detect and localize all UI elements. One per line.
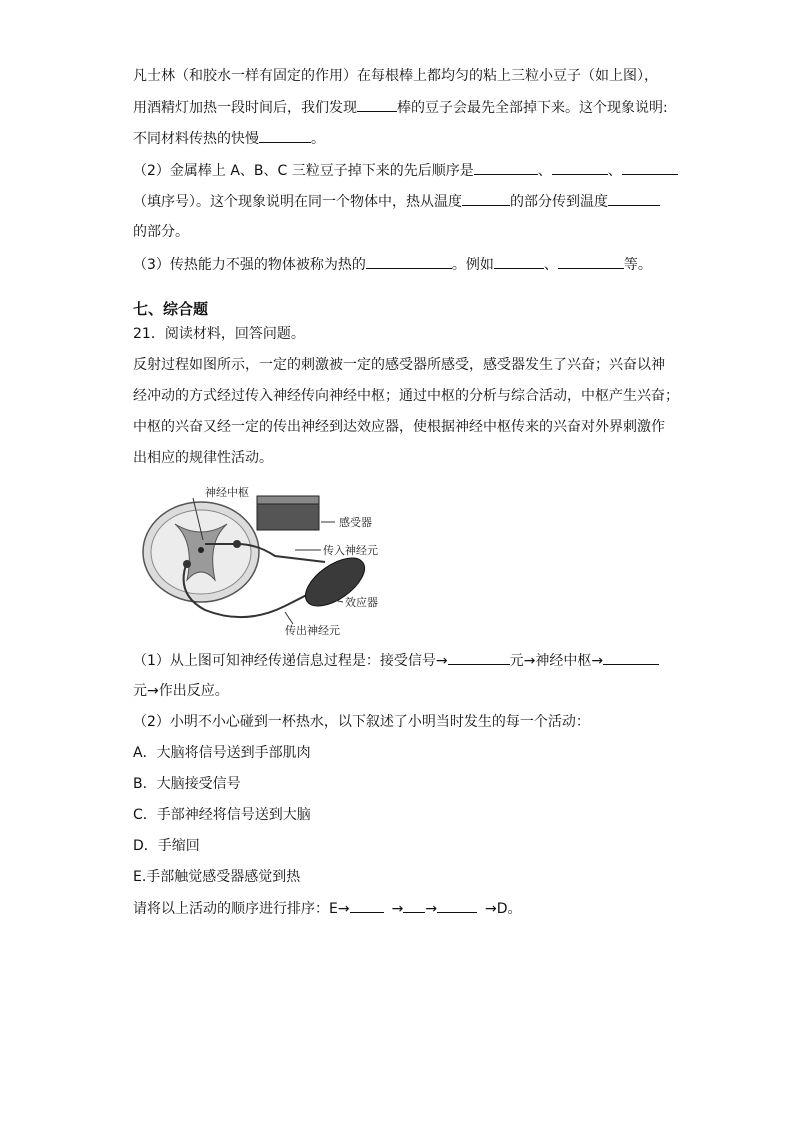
subquestion-1-line [133,650,659,671]
label-receptor: 感受器 [339,516,372,529]
option-b: B．大脑接受信号 [133,776,241,792]
subquestion-2-intro: （2）小明不小心碰到一杯热水，以下叙述了小明当时发生的每一个活动： [133,714,590,730]
answer-blank[interactable] [357,97,397,112]
option-a: A．大脑将信号送到手部肌肉 [133,745,311,761]
receptor-top [257,496,319,504]
text-segment: （2）金属棒上 A、B、C 三粒豆子掉下来的先后顺序是 [133,163,474,179]
answer-blank[interactable] [494,254,544,269]
text-segment: （填序号）。这个现象说明在同一个物体中，热从温度 [133,194,462,210]
separator: 、 [543,257,558,273]
text-line: 凡士林（和胶水一样有固定的作用）在每根棒上都均匀的粘上三粒小豆子（如上图）， [133,68,658,84]
arrow: → [391,901,404,917]
ordering-line [133,898,522,919]
question-3-line [133,254,652,275]
text-line [133,97,668,118]
text-segment: 的部分传到温度 [510,194,608,210]
separator: 、 [607,163,622,179]
answer-blank[interactable] [259,128,311,143]
answer-blank[interactable] [366,254,452,269]
reflex-arc-figure [135,484,395,638]
answer-blank[interactable] [608,191,660,206]
option-d: D．手缩回 [133,838,200,854]
answer-blank[interactable] [558,254,624,269]
text-segment: →D。 [485,901,522,917]
option-c: C．手部神经将信号送到大脑 [133,807,311,823]
text-segment: 请将以上活动的顺序进行排序：E→ [133,901,350,917]
efferent-cell-body [183,560,191,568]
answer-blank[interactable] [474,160,538,175]
text-segment: 。例如 [451,257,494,273]
leader-line [285,612,293,624]
question-2-line [133,160,678,181]
label-effector: 效应器 [345,596,378,609]
answer-blank[interactable] [448,650,510,665]
central-canal [198,547,204,553]
text-segment: 元→神经中枢→ [509,653,604,669]
separator: 、 [537,163,552,179]
text-segment: （3）传热能力不强的物体被称为热的 [133,257,366,273]
text-segment: 用酒精灯加热一段时间后，我们发现 [133,100,357,116]
answer-blank[interactable] [462,191,510,206]
text-segment: 棒的豆子会最先全部掉下来。这个现象说明: [397,100,668,116]
material-line: 反射过程如图所示，一定的刺激被一定的感受器所感受，感受器发生了兴奋；兴奋以神 [133,357,665,373]
option-e: E.手部触觉感受器感觉到热 [133,869,301,885]
question-21-title: 21．阅读材料，回答问题。 [133,326,305,342]
text-segment: （1）从上图可知神经传递信息过程是：接受信号→ [133,653,448,669]
text-segment: 不同材料传热的快慢 [133,131,259,147]
answer-blank[interactable] [350,898,384,913]
afferent-cell-body [233,540,241,548]
label-nerve-center: 神经中枢 [205,486,249,499]
text-line: 元→作出反应。 [133,683,229,699]
material-line: 经冲动的方式经过传入神经传向神经中枢；通过中枢的分析与综合活动，中枢产生兴奋； [133,388,679,404]
label-efferent-neuron: 传出神经元 [285,624,340,637]
arrow: → [425,901,438,917]
section-title: 七、综合题 [133,300,209,318]
text-segment: 等。 [623,257,652,273]
material-line: 出相应的规律性活动。 [133,450,273,466]
answer-blank[interactable] [437,898,477,913]
text-segment: 。 [311,131,325,147]
answer-blank[interactable] [552,160,608,175]
answer-blank[interactable] [622,160,678,175]
text-line: 的部分。 [133,224,189,240]
material-line: 中枢的兴奋又经一定的传出神经到达效应器，使根据神经中枢传来的兴奋对外界刺激作 [133,419,665,435]
text-line [133,191,660,212]
answer-blank[interactable] [603,650,659,665]
answer-blank[interactable] [403,898,425,913]
text-line [133,128,325,149]
label-afferent-neuron: 传入神经元 [323,544,378,557]
